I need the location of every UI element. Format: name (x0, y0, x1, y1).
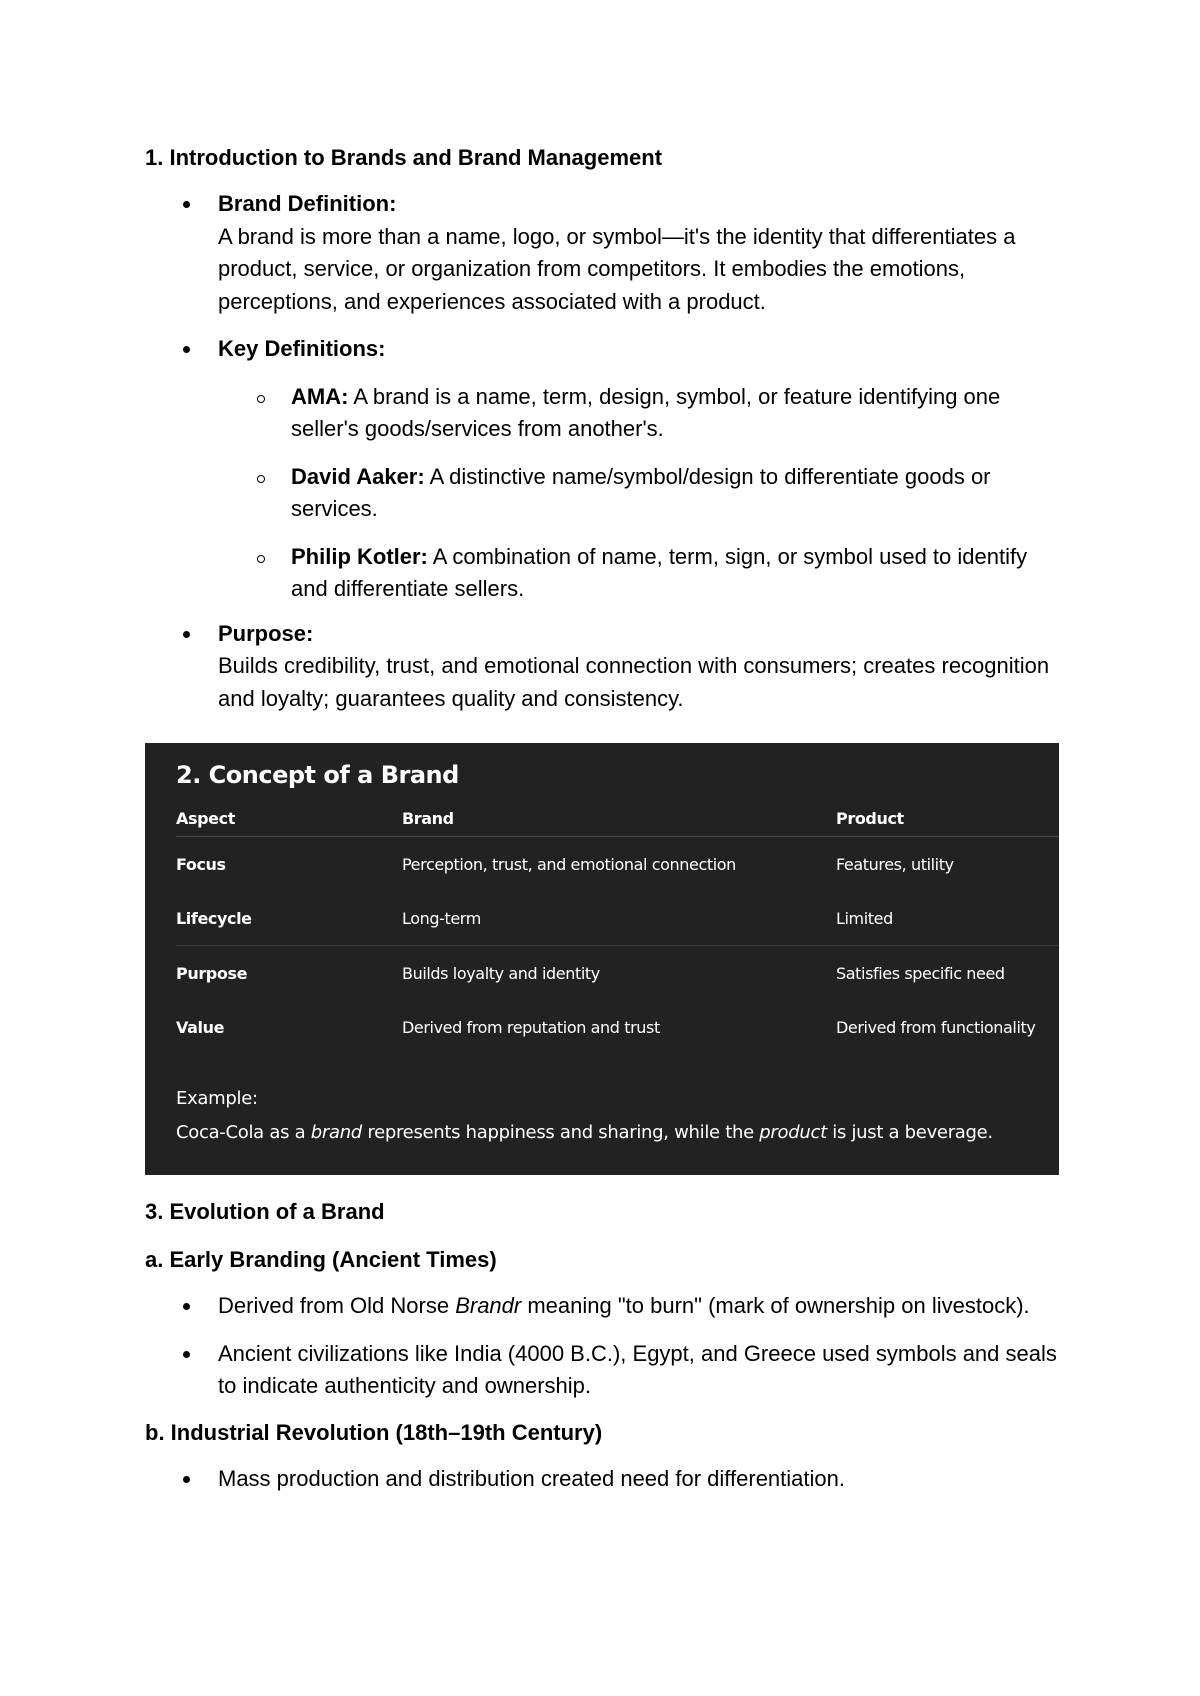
section3-heading: 3. Evolution of a Brand (145, 1199, 385, 1224)
definition-text: A distinctive name/symbol/design to differentiate goods or services. (291, 463, 991, 521)
key-definitions-label: Key Definitions: (218, 336, 386, 361)
example-text (176, 1122, 993, 1143)
subsection-b-list (145, 1463, 1065, 1496)
list-item-purpose (145, 618, 1065, 716)
list-item-key-definitions (145, 333, 1065, 606)
table-row (176, 1000, 1059, 1054)
example-part: is just a beverage. (826, 1122, 993, 1143)
table-cell: Builds loyalty and identity (402, 963, 600, 983)
table-row (176, 891, 1059, 946)
brand-definition-text: A brand is more than a name, logo, or symbol—it's the identity that differentiates a product, service, or organization from competitors. It embodies the emotions, perceptions, and experiences associated with a product. (218, 223, 1016, 314)
brand-definition-label: Brand Definition: (218, 191, 397, 216)
table-cell: Features, utility (836, 854, 954, 874)
table-cell: Focus (176, 854, 226, 874)
table-cell: Derived from reputation and trust (402, 1017, 660, 1037)
list-item: Mass production and distribution created need for differentiation. (145, 1463, 1065, 1496)
table-cell: Perception, trust, and emotional connection (402, 854, 736, 874)
concept-of-brand-panel (145, 743, 1059, 1175)
example-label: Example: (176, 1088, 258, 1109)
definition-text: A combination of name, term, sign, or symbol used to identify and differentiate sellers. (291, 543, 1028, 601)
definition-kotler (145, 541, 1065, 606)
column-header-brand: Brand (402, 800, 836, 837)
table-cell: Limited (836, 891, 1059, 946)
text-part: Derived from Old Norse (218, 1293, 456, 1318)
subsection-b-heading: b. Industrial Revolution (18th–19th Century) (145, 1419, 603, 1445)
table-cell: Lifecycle (176, 891, 402, 946)
section1-list (145, 188, 1065, 715)
section1-heading: 1. Introduction to Brands and Brand Management (145, 145, 663, 170)
list-item (145, 1290, 1065, 1323)
list-item: Ancient civilizations like India (4000 B.C.), Egypt, and Greece used symbols and seals to indicate authenticity and ownership. (145, 1338, 1065, 1403)
column-header-aspect: Aspect (176, 800, 402, 837)
example-italic: product (759, 1122, 827, 1143)
text-italic: Brandr (455, 1293, 522, 1318)
table-cell: Value (176, 1017, 225, 1037)
section3 (145, 1197, 1065, 1495)
purpose-label: Purpose: (218, 620, 314, 646)
definition-term: AMA: (291, 383, 349, 409)
table-cell: Purpose (176, 963, 248, 983)
column-header-product: Product (836, 800, 1059, 837)
table-row (176, 837, 1059, 892)
table-row (176, 946, 1059, 1001)
purpose-text: Builds credibility, trust, and emotional connection with consumers; creates recognition and loyalty; guarantees quality and consistency. (218, 653, 1050, 711)
subsection-a-list (145, 1290, 1065, 1403)
table-cell: Satisfies specific need (836, 963, 1005, 983)
key-definitions-list (218, 381, 1065, 606)
definition-term: David Aaker: (291, 463, 425, 489)
example-part: represents happiness and sharing, while the (361, 1122, 760, 1143)
brand-vs-product-table (176, 800, 1059, 1054)
table-cell: Derived from functionality (836, 1017, 1036, 1037)
table-cell: Long-term (402, 891, 836, 946)
definition-ama (145, 381, 1065, 446)
document-page (145, 143, 1065, 715)
table-header-row (176, 800, 1059, 837)
definition-term: Philip Kotler: (291, 543, 428, 569)
section2-heading: 2. Concept of a Brand (176, 761, 459, 789)
definition-aaker (145, 461, 1065, 526)
text-part: meaning "to burn" (mark of ownership on livestock). (521, 1293, 1030, 1318)
example-italic: brand (310, 1122, 362, 1143)
example-part: Coca-Cola as a (176, 1122, 311, 1143)
list-item-brand-definition (145, 188, 1065, 318)
subsection-a-heading: a. Early Branding (Ancient Times) (145, 1247, 497, 1272)
definition-text: A brand is a name, term, design, symbol, or feature identifying one seller's goods/services from another's. (291, 383, 1001, 441)
